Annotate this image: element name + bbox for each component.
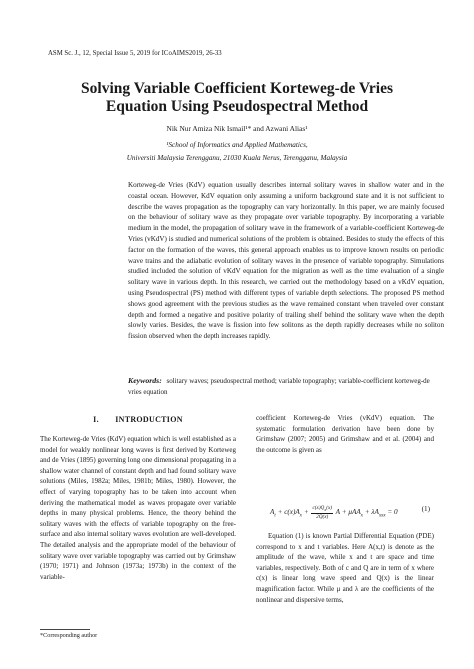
keywords-text: solitary waves; pseudospectral method; variable topography; variable-coefficient korteweg-de vries equation [128, 377, 430, 396]
abstract: Korteweg-de Vries (KdV) equation usually describes internal solitary waves in shallow water and in the coastal ocean. However, KdV equation only assuming a uniform background state and it is not sufficient to describe the waves propagation as the topography can vary horizontally. In this paper, we are mainly focused on the behaviour of solitary wave as they propagate over variable topography. By incorporating a variable medium in the model, the propagation of solitary wave in the framework of a variable-coefficient Korteweg-de Vries (vKdV) is studied and numerical solutions of the problem is obtained. Besides to study the effects of this factor on the formation of the waves, this general approach enables us to improve known results on periodic wave trains and the adiabatic evolution of solitary waves in the presence of variable topography. Simulations studied included the solution of vKdV equation for the migration as well as the time evaluation of a single solitary wave in various depth. In this research, we carried out the methodology based on a vKdV equation, using Pseudospectral (PS) method with different types of variable depth selections. The proposed PS method shows good agreement with the previous studies as the wave remained constant when traveled over constant depth and formed a negative and positive polarity of trailing shelf behind the solitary wave when the depth slowly varies. Besides, the wave is fission into few solitons as the depth rapidly decreases while no soliton fission observed when the depth increases rapidly. [128, 181, 444, 341]
title-line-1: Solving Variable Coefficient Korteweg-de Vries [81, 80, 393, 97]
affiliation-line-2: Universiti Malaysia Terengganu, 21030 Kuala Nerus, Terengganu, Malaysia [126, 154, 348, 162]
intro-paragraph-right-1: coefficient Korteweg-de Vries (vKdV) equation. The systematic formulation derivation have been done by Grimshaw (2007; 2005) and Grimshaw and et al. (2004) and the outcome is given as [256, 414, 434, 454]
section-number: I. [93, 415, 99, 424]
eq-lhs: A [270, 508, 275, 517]
section-heading [40, 415, 236, 424]
paper-title [40, 80, 434, 116]
title-line-2: Equation Using Pseudospectral Method [105, 98, 369, 115]
affiliation-line-1: ¹School of Informatics and Applied Mathematics, [166, 141, 308, 149]
equation-number: (1) [421, 505, 430, 513]
section-title: INTRODUCTION [115, 415, 183, 424]
keywords [128, 376, 444, 397]
footnote: *Corresponding author [40, 632, 98, 639]
right-column-bottom [256, 531, 434, 605]
intro-paragraph-right-2: Equation (1) is known Partial Differential Equation (PDE) correspond to x and t variables. Here A(x,t) is denote as the amplitude of the wave, while x and t are space and time variables, respectively. Both of c and Q are in term of x where c(x) is linear long wave speed and Q(x) is the linear magnification factor. While μ and λ are the coefficients of the nonlinear and dispersive terms, [256, 532, 434, 604]
right-column-top [256, 413, 434, 455]
journal-header: ASM Sc. J., 12, Special Issue 5, 2019 for ICoAIMS2019, 26-33 [48, 50, 222, 57]
left-column [40, 434, 236, 582]
equation-body: $A_t + c(x)A_x$ + $\frac{c(x)Q_x(x)}{2Q(x)}$ $A + \mu AA_x + \lambda A_{xxx} = 0$ [270, 505, 398, 521]
keywords-label: Keywords: [128, 376, 162, 385]
intro-paragraph-left: The Korteweg-de Vries (KdV) equation which is well established as a model for weakly nonlinear long waves is first derived by Korteweg and de Vries (1895) governing long one dimensional propagating in a shallow water channel of constant depth and had found solitary wave solutions (Miles, 1982a; Miles, 1981b; Miles, 1980). However, the effect of varying topography has to be taken into account when deriving the mathematical model as waves propagate over variable depths in many physical problems. Hence, the theory behind the solitary waves with the effects of variable topography on the free-surface and also internal solitary waves evolution are well-developed. The detailed analysis and the appropriate model of the behaviour of solitary wave over variable topography was carried out by Grimshaw (1970; 1971) and Johnson (1973a; 1973b) in the context of the variable- [40, 435, 236, 581]
footnote-rule [40, 629, 90, 630]
eq-fraction: $\frac{c(x)Q_x(x)}{2Q(x)}$ [312, 505, 332, 521]
author-list: Nik Nur Amiza Nik Ismail¹* and Azwani Alias¹ [166, 124, 308, 133]
equation-1 [256, 501, 434, 521]
